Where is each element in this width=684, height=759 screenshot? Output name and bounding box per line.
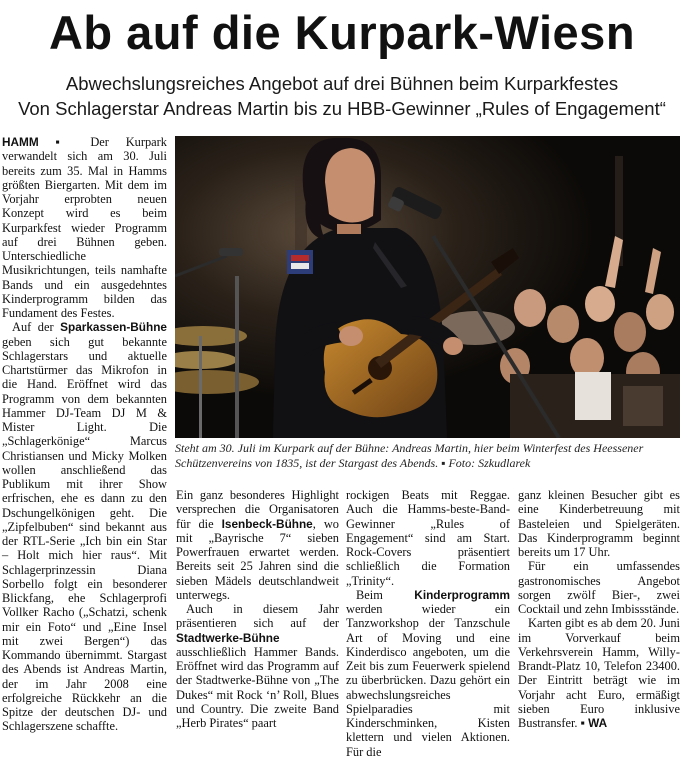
subheadline-2: Von Schlagerstar Andreas Martin bis zu HBB-Gewinner „Rules of Engagement“ xyxy=(18,98,666,119)
paragraph xyxy=(176,488,339,602)
dateline: HAMM xyxy=(2,135,39,149)
paragraph-text: Auf der xyxy=(12,320,61,335)
paragraph xyxy=(518,616,680,730)
caption-separator: ▪ xyxy=(438,455,449,470)
paragraph-text: rockigen Beats mit Reggae. Auch die Hamms-beste-Band-Gewinner „Rules of Engagement“ sind am Start. Rock-Covers präsentiert schließlich die Formation „Trinity“. xyxy=(346,488,510,588)
paragraph-text: Beim xyxy=(356,587,415,602)
stage-name: Sparkassen-Bühne xyxy=(60,320,167,335)
paragraph-text: geben sich gut bekannte Schlagerstars und aktuelle Chartstürmer das Mikrofon in die Hand. Eröffnet wird das Programm von dem bekannten Hammer DJ-Team DJ M & Mister Light. Die „Schlagerkönige“ Marcus Christiansen und Micky Molken wollen anschließend das Publikum mit ihrer Show erfrischen, ehe es dann zu den Dschungelkönigen geht. Die „Zipfelbuben“ sind bekannt aus der RTL-Serie „Ich bin ein Star – Holt mich hier raus“. Mit Schlagerprinzessin Diana Sorbello folgt ein besonderer Blickfang, ehe Schlagerprofi Vollker Racho („Schatzi, schenk mir ein Foto“ und „Eine Insel mit zwei Bergen“) das Kommando übernimmt. Stargast des Abends ist Andreas Martin, der im Jahr 2008 eine erfolgreiche Rückkehr an die Spitze der deutschen DJ- und Schlagerszene schaffte. xyxy=(2,334,167,734)
article-column-4 xyxy=(518,488,680,730)
paragraph xyxy=(346,588,510,759)
singer-with-guitar-illustration xyxy=(175,136,680,438)
paragraph-text: , wo mit „Bayrische 7“ sieben Powerfrauen erwartet werden. Bereits seit 25 Jahren sind die sieben Mädels deutschlandweit unterwegs. xyxy=(176,516,340,602)
dateline-separator: ▪ xyxy=(38,135,91,149)
article-column-2 xyxy=(176,488,339,730)
paragraph-text: Der Kurpark verwandelt sich am 30. Juli bereits zum 35. Mal in Hamms größten Biergarten. Mit dem im Vorjahr erprobten neuen Konzept wird es beim Kurparkfest wieder Programm auf drei Bühnen geben. Unterschiedliche Musikrichtungen, teils namhafte Bands und ein ausgedehntes Kinderprogramm bilden das Fundament des Festes. xyxy=(2,135,167,320)
photo-caption xyxy=(175,441,680,470)
paragraph xyxy=(346,488,510,588)
stage-name: Stadtwerke-Bühne xyxy=(176,630,280,645)
paragraph-text: ganz kleinen Besucher gibt es eine Kinderbetreuung mit Basteleien und Spielgeräten. Das Kinderprogramm beginnt bereits um 17 Uhr. xyxy=(518,488,680,559)
program-name: Kinderprogramm xyxy=(414,587,510,602)
paragraph-text: werden wieder ein Tanzworkshop der Tanzschule Art of Moving und eine Kinderdisco angeboten, um die Zeit bis zum Feuerwerk spielend zu überbrücken. Dazu gehört ein abwechslungsreiches Spielparadies mit Kinderschminken, Kisten klettern und vielen Aktionen. Für die xyxy=(346,602,510,759)
paragraph-text: Karten gibt es ab dem 20. Juni im Vorverkauf beim Verkehrsverein Hamm, Willy-Brandt-Platz 10, Telefon 23400. Der Eintritt beträgt wie im Vorjahr acht Euro, ermäßigt sieben Euro inklusive Bustransfer. xyxy=(518,616,680,730)
concert-photo xyxy=(175,136,680,438)
stage-name: Isenbeck-Bühne xyxy=(221,516,313,531)
paragraph xyxy=(518,488,680,559)
headline: Ab auf die Kurpark-Wiesn xyxy=(48,6,636,59)
paragraph-text: Für ein umfassendes gastronomisches Angebot sorgen zwölf Bier-, zwei Cocktail und zehn Imbissstände. xyxy=(518,559,680,616)
paragraph xyxy=(2,320,167,733)
paragraph-text: ausschließlich Hammer Bands. Eröffnet wird das Programm auf der Stadtwerke-Bühne von „The Dukes“ mit Rock ‘n’ Roll, Blues und Country. Die zweite Band „Herb Pirates“ paart xyxy=(176,644,339,730)
paragraph xyxy=(2,135,167,320)
author-signature: WA xyxy=(588,716,608,730)
photo-credit: Foto: Szkudlarek xyxy=(448,455,531,470)
caption-text: Steht am 30. Juli im Kurpark auf der Bühne: Andreas Martin, hier beim Winterfest des Heessener Schützenvereins von 1835, ist der Stargast des Abends. xyxy=(175,441,644,470)
subheadline-1: Abwechslungsreiches Angebot auf drei Bühnen beim Kurparkfestes xyxy=(65,73,619,94)
paragraph-text: Ein ganz besonderes Highlight versprechen die Organisatoren für die xyxy=(176,488,339,531)
paragraph-text: Auch in diesem Jahr präsentieren sich auf der xyxy=(176,602,339,631)
paragraph xyxy=(176,602,339,730)
article-column-3 xyxy=(346,488,510,759)
paragraph xyxy=(518,559,680,616)
signature-separator: ▪ xyxy=(577,716,589,730)
article-column-1 xyxy=(2,135,167,734)
